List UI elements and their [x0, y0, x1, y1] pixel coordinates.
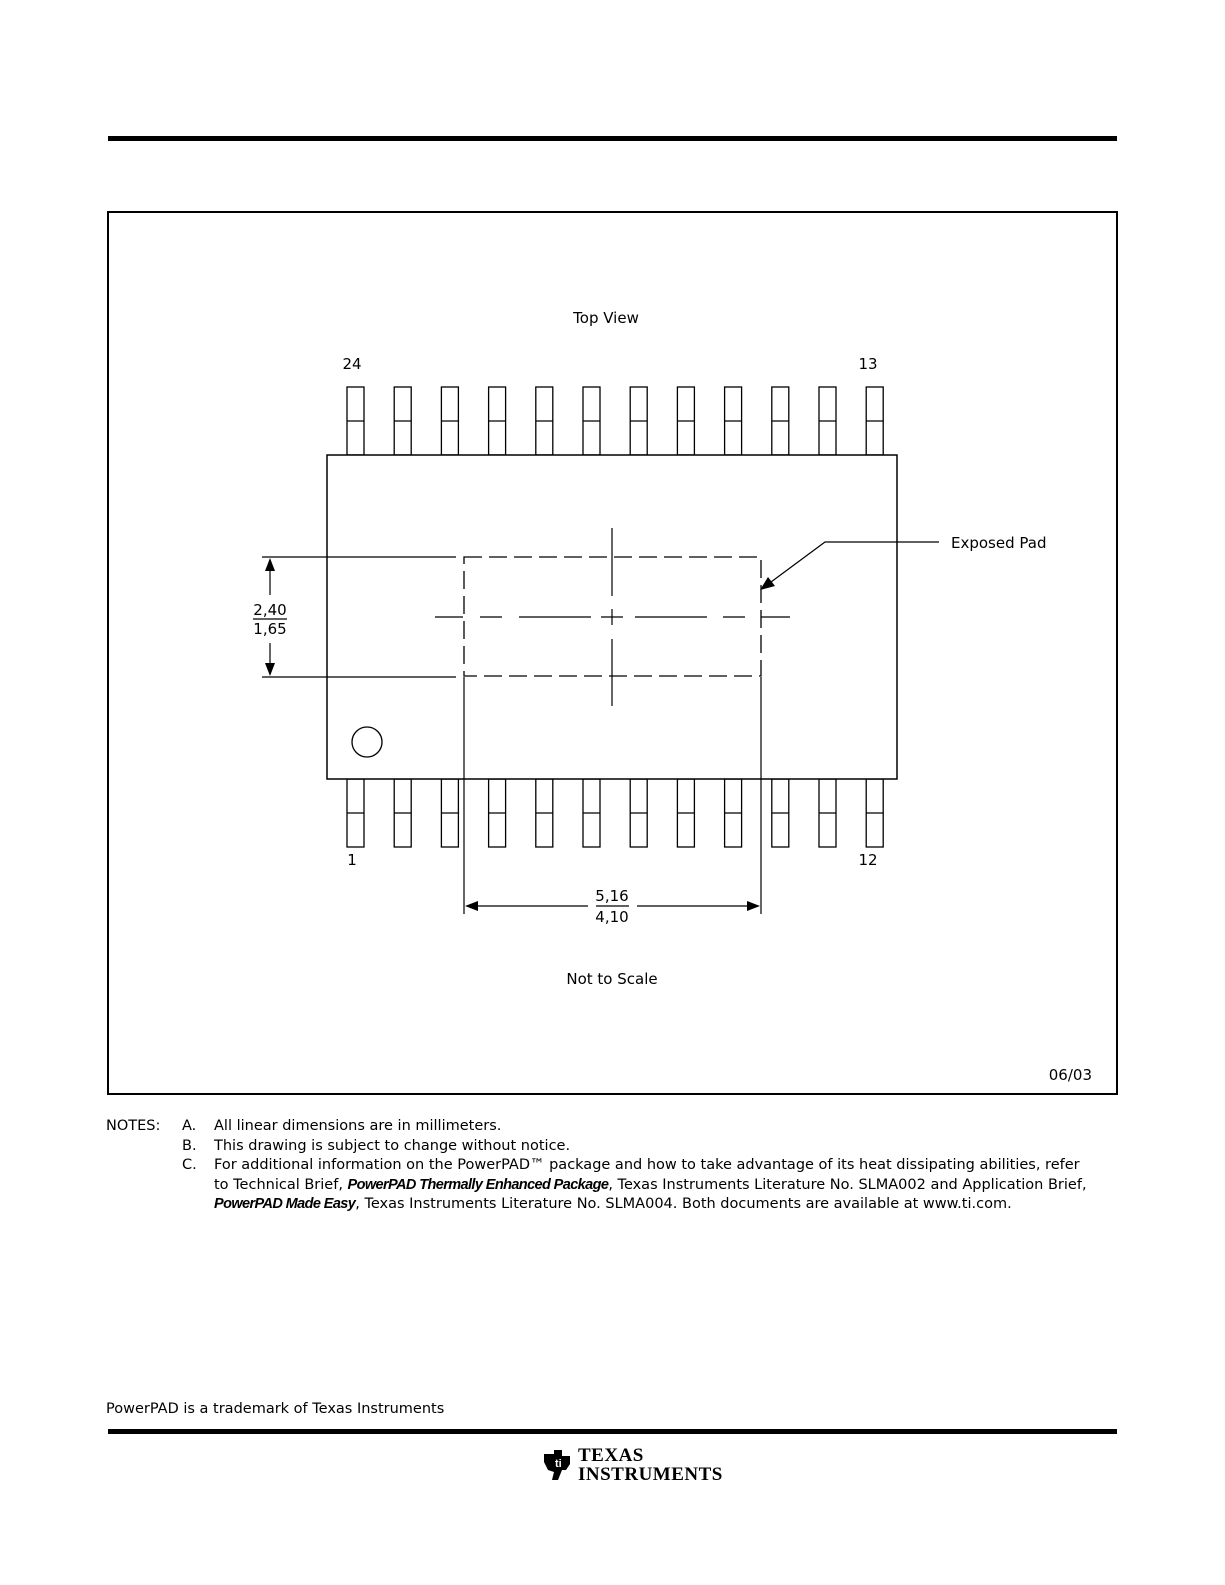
note-c-line2-post: , Texas Instruments Literature No. SLMA002 and Application Brief, [608, 1176, 1087, 1193]
ti-logo-line2: INSTRUMENTS [578, 1464, 723, 1485]
pad-width-min: 4,10 [595, 908, 629, 926]
notes-heading: NOTES: [106, 1118, 161, 1134]
note-c-letter: C. [182, 1157, 197, 1173]
bottom-lead [819, 779, 836, 847]
bottom-rule [108, 1429, 1117, 1434]
top-lead [347, 387, 364, 455]
top-lead [866, 387, 883, 455]
top-pins [347, 387, 883, 455]
top-lead [536, 387, 553, 455]
application-brief-title: PowerPAD Made Easy [214, 1196, 356, 1212]
exposed-pad-label: Exposed Pad [951, 534, 1047, 552]
bottom-lead [725, 779, 742, 847]
bottom-lead [347, 779, 364, 847]
bottom-lead [441, 779, 458, 847]
top-lead [394, 387, 411, 455]
bottom-lead [583, 779, 600, 847]
notes-block [106, 1117, 1116, 1215]
technical-brief-title: PowerPAD Thermally Enhanced Package [347, 1176, 609, 1193]
ti-logo-icon [540, 1448, 574, 1482]
note-a-letter: A. [182, 1118, 197, 1134]
bottom-lead [677, 779, 694, 847]
note-a [106, 1117, 1116, 1137]
svg-text:ti: ti [555, 1458, 562, 1470]
note-b-text: This drawing is subject to change without notice. [214, 1137, 571, 1154]
note-c [106, 1156, 1116, 1176]
date-code: 06/03 [1048, 1066, 1092, 1084]
bottom-lead [536, 779, 553, 847]
note-b-letter: B. [182, 1137, 197, 1154]
pad-height-max: 2,40 [253, 601, 287, 619]
note-c-line2-pre: to Technical Brief, [214, 1176, 343, 1193]
pin-label-13: 13 [858, 355, 878, 373]
top-lead [489, 387, 506, 455]
bottom-pins [347, 779, 883, 847]
note-c-line1: For additional information on the PowerPAD™ package and how to take advantage of its heat dissipating abilities, refer [214, 1157, 1080, 1173]
top-lead [725, 387, 742, 455]
pin-label-1: 1 [347, 851, 357, 869]
note-b [106, 1137, 1116, 1157]
bottom-lead [866, 779, 883, 847]
bottom-lead [394, 779, 411, 847]
note-c-line2 [106, 1176, 1116, 1196]
top-lead [441, 387, 458, 455]
note-c-line3-post: , Texas Instruments Literature No. SLMA004. Both documents are available at www.ti.com. [355, 1196, 1012, 1212]
scale-label: Not to Scale [566, 970, 658, 988]
ti-logo-line1: TEXAS [578, 1445, 644, 1466]
ti-logo [540, 1446, 723, 1484]
pin-label-24: 24 [342, 355, 362, 373]
view-label: Top View [573, 309, 639, 327]
pad-height-min: 1,65 [253, 620, 287, 638]
top-lead [630, 387, 647, 455]
pad-width-max: 5,16 [595, 887, 629, 905]
pin-label-12: 12 [858, 851, 878, 869]
note-a-text: All linear dimensions are in millimeters. [214, 1118, 502, 1134]
bottom-lead [630, 779, 647, 847]
top-lead [677, 387, 694, 455]
bottom-lead [772, 779, 789, 847]
note-c-line3 [106, 1195, 1116, 1215]
top-lead [583, 387, 600, 455]
top-lead [772, 387, 789, 455]
top-lead [819, 387, 836, 455]
ti-logo-text [578, 1446, 723, 1484]
trademark-notice: PowerPAD is a trademark of Texas Instruments [106, 1401, 445, 1417]
bottom-lead [489, 779, 506, 847]
